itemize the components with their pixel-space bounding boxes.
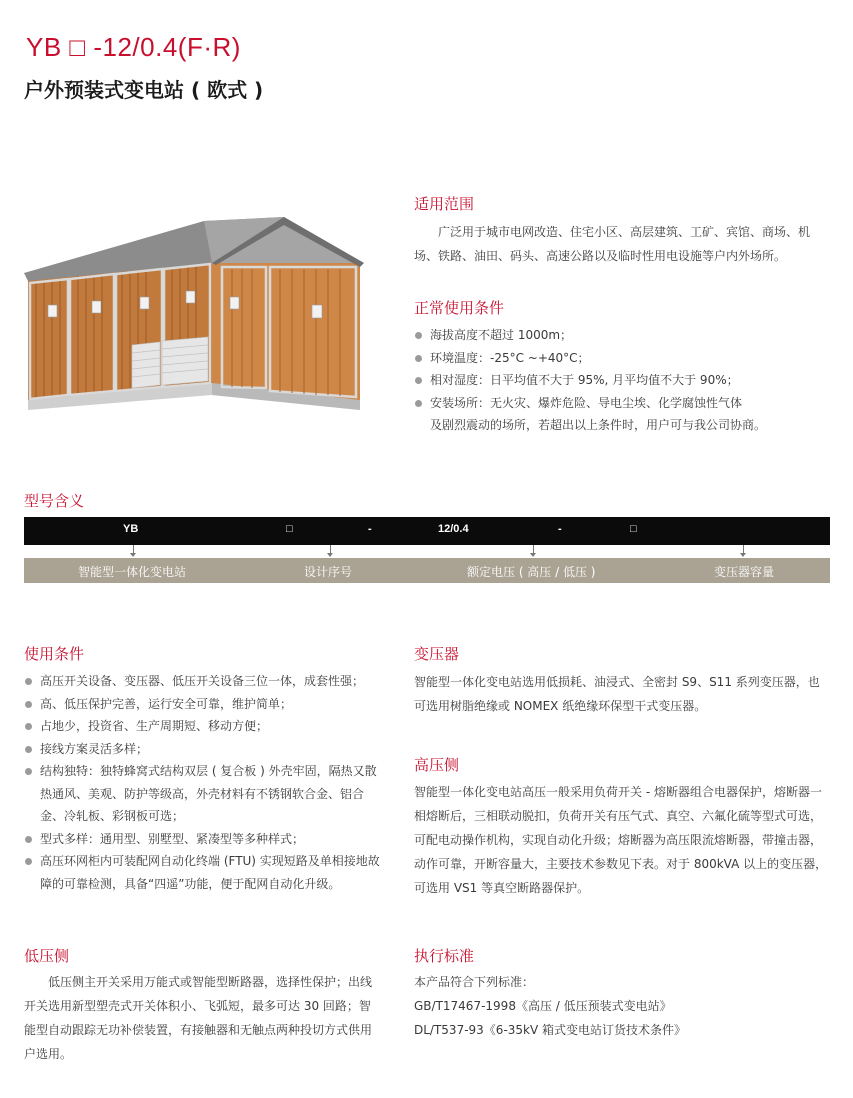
list-item: 接线方案灵活多样； — [24, 738, 382, 761]
list-item: 高压环网柜内可装配网自动化终端 (FTU) 实现短路及单相接地故障的可靠检测，具备“四遥”功能，便于配网自动化升级。 — [24, 850, 382, 895]
transformer-text: 智能型一体化变电站选用低损耗、油浸式、全密封 S9、S11 系列变压器，也可选用树脂绝缘或 NOMEX 纸绝缘环保型干式变压器。 — [414, 675, 820, 713]
hv-side-text: 智能型一体化变电站高压一般采用负荷开关 - 熔断器组合电器保护，熔断器一相熔断后，三相联动脱扣，负荷开关有压气式、真空、六氟化硫等型式可选，可配电动操作机构，实现自动化升级；熔断器为高压限流熔断器，带撞击器，动作可靠，开断容量大，主要技术参数见下表。对于 800kVA 以上的变压器，可选用 VS1 等真空断路器保护。 — [414, 785, 828, 895]
model-code-bar — [24, 517, 830, 545]
application-text: 广泛用于城市电网改造、住宅小区、高层建筑、工矿、宾馆、商场、机场、铁路、油田、码头、高速公路以及临时性用电设施等户内外场所。 — [414, 225, 811, 263]
usage-heading: 使用条件 — [24, 645, 85, 663]
arrow-down-icon — [130, 553, 136, 557]
list-item: 结构独特：独特蜂窝式结构双层 ( 复合板 ) 外壳牢固，隔热又散热通风、美观、防护等级高，外壳材料有不锈钢软合金、铝合金、冷轧板、彩钢板可选； — [24, 760, 382, 828]
transformer-heading: 变压器 — [414, 645, 460, 663]
product-title: 户外预装式变电站 ( 欧式 ) — [24, 78, 264, 102]
list-item: 安装场所：无火灾、爆炸危险、导电尘埃、化学腐蚀性气体 — [414, 392, 830, 415]
arrow-down-icon — [740, 553, 746, 557]
list-item: 高、低压保护完善，运行安全可靠，维护简单； — [24, 693, 382, 716]
application-heading: 适用范围 — [414, 195, 475, 213]
list-item: 环境温度：-25°C ~+40°C； — [414, 347, 830, 370]
list-item: 高压开关设备、变压器、低压开关设备三位一体，成套性强； — [24, 670, 382, 693]
arrow-down-icon — [530, 553, 536, 557]
list-item: 相对湿度：日平均值不大于 95%, 月平均值不大于 90%； — [414, 369, 830, 392]
normal-conditions-continuation: 及剧烈震动的场所，若超出以上条件时，用户可与我公司协商。 — [430, 418, 767, 432]
standard-gb: GB/T17467-1998《高压 / 低压预装式变电站》 — [414, 999, 672, 1013]
list-item: 占地少，投资省、生产周期短、移动方便； — [24, 715, 382, 738]
desc-rated-voltage: 额定电压 ( 高压 / 低压 ) — [467, 565, 596, 579]
usage-list — [24, 670, 382, 895]
desc-design-serial: 设计序号 — [304, 565, 353, 579]
standards-list — [414, 970, 830, 1042]
code-dash: - — [558, 523, 562, 535]
substation-photo — [22, 205, 367, 423]
list-item: 型式多样：通用型、别墅型、紧凑型等多种样式； — [24, 828, 382, 851]
standard-dl: DL/T537-93《6-35kV 箱式变电站订货技术条件》 — [414, 1023, 687, 1037]
normal-conditions-list — [414, 324, 830, 414]
hv-side-heading: 高压侧 — [414, 756, 460, 774]
code-voltage: 12/0.4 — [438, 523, 469, 535]
desc-smart-substation: 智能型一体化变电站 — [78, 565, 187, 579]
lv-side-text: 低压侧主开关采用万能式或智能型断路器，选择性保护；出线开关选用新型塑壳式开关体积小、飞弧短，最多可达 30 回路；智能型自动跟踪无功补偿装置，有接触器和无触点两种投切方式供用户选用。 — [24, 975, 373, 1061]
code-dash: - — [368, 523, 372, 535]
model-description-bar — [24, 558, 830, 583]
list-item: 海拔高度不超过 1000m； — [414, 324, 830, 347]
normal-conditions-heading: 正常使用条件 — [414, 299, 505, 317]
arrow-down-icon — [327, 553, 333, 557]
lv-side-heading: 低压侧 — [24, 947, 70, 965]
desc-transformer-capacity: 变压器容量 — [714, 565, 775, 579]
model-meaning-heading: 型号含义 — [24, 492, 85, 510]
model-title: YB □ -12/0.4(F·R) — [26, 32, 241, 62]
standards-intro: 本产品符合下列标准： — [414, 975, 535, 989]
standards-heading: 执行标准 — [414, 947, 475, 965]
code-capacity: □ — [630, 523, 637, 535]
code-design-serial: □ — [286, 523, 293, 535]
code-yb: YB — [123, 523, 139, 535]
